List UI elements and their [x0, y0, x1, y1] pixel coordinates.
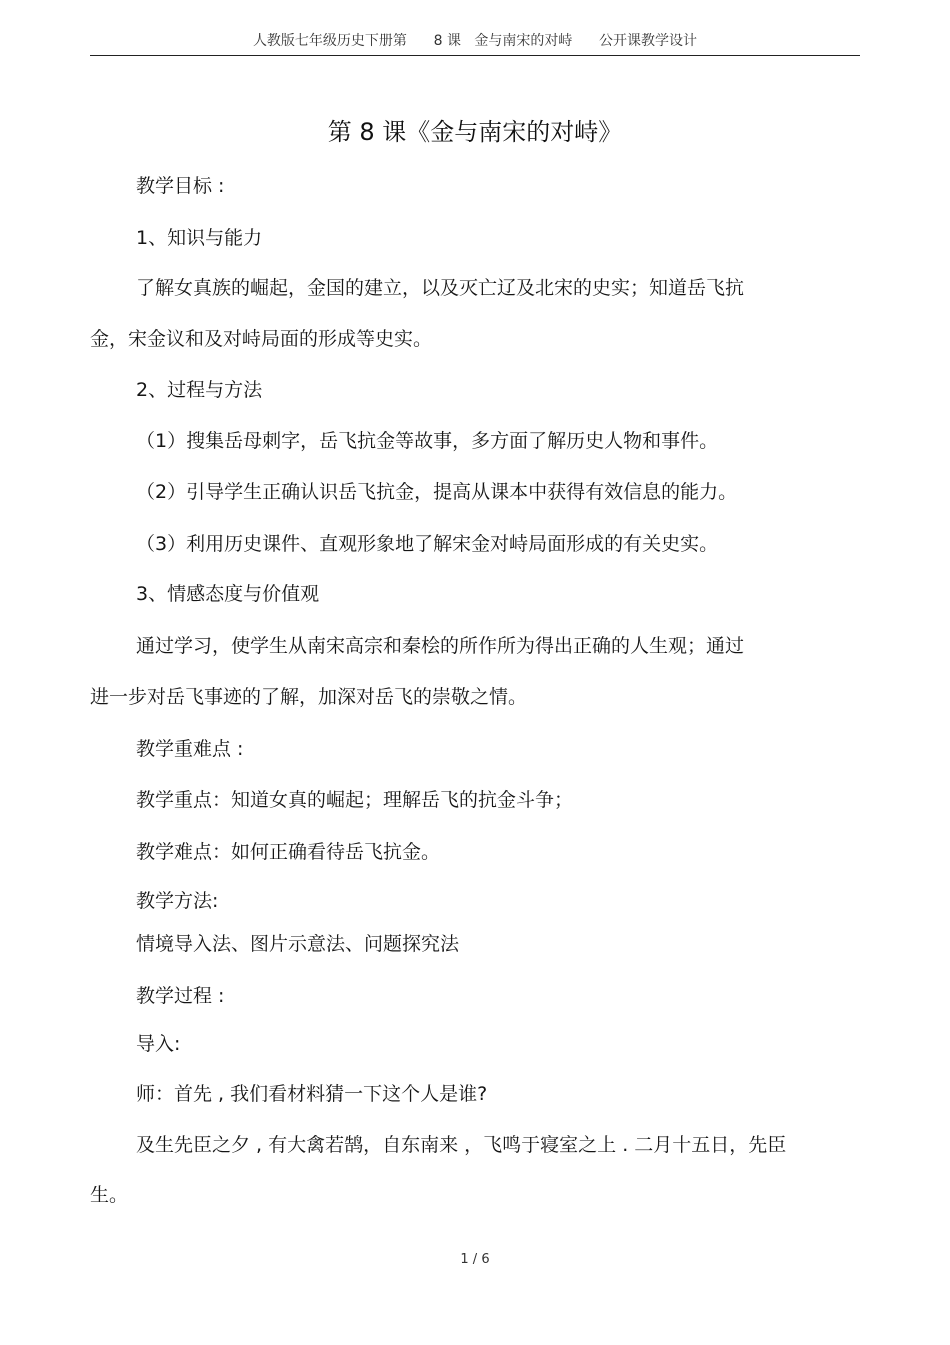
paragraph-line: 了解女真族的崛起，金国的建立，以及灭亡辽及北宋的史实；知道岳飞抗	[136, 277, 745, 299]
subheading-knowledge: 1、知识与能力	[136, 227, 263, 249]
running-header: 人教版七年级历史下册第 8 课 金与南宋的对峙 公开课教学设计	[252, 33, 698, 49]
document-title: 第 8 课《金与南宋的对峙》	[327, 118, 623, 146]
subheading-attitude: 3、情感态度与价值观	[136, 583, 320, 605]
list-item: （2）引导学生正确认识岳飞抗金，提高从课本中获得有效信息的能力。	[136, 481, 738, 503]
paragraph-line: 情境导入法、图片示意法、问题探究法	[136, 933, 460, 955]
paragraph-line: 金，宋金议和及对峙局面的形成等史实。	[90, 328, 433, 350]
section-heading-process: 教学过程 :	[136, 985, 225, 1007]
subheading-intro: 导入:	[136, 1033, 181, 1055]
paragraph-line: 通过学习，使学生从南宋高宗和秦桧的所作所为得出正确的人生观；通过	[136, 635, 745, 657]
header-divider	[90, 55, 860, 56]
section-heading-key-points: 教学重难点 :	[136, 738, 244, 760]
paragraph-line: 教学难点：如何正确看待岳飞抗金。	[136, 841, 441, 863]
subheading-process: 2、过程与方法	[136, 379, 263, 401]
quote-line: 及生先臣之夕 , 有大禽若鹄，自东南来 ，飞鸣于寝室之上 . 二月十五日，先臣	[136, 1134, 787, 1156]
paragraph-line: 师：首先 , 我们看材料猜一下这个人是谁?	[136, 1083, 488, 1105]
section-heading-objectives: 教学目标 :	[136, 175, 225, 197]
page-number: 1 / 6	[460, 1252, 490, 1267]
list-item: （1）搜集岳母刺字，岳飞抗金等故事，多方面了解历史人物和事件。	[136, 430, 719, 452]
section-heading-methods: 教学方法:	[136, 890, 219, 912]
quote-line: 生。	[90, 1184, 129, 1206]
paragraph-line: 教学重点：知道女真的崛起；理解岳飞的抗金斗争；	[136, 789, 574, 811]
list-item: （3）利用历史课件、直观形象地了解宋金对峙局面形成的有关史实。	[136, 533, 719, 555]
paragraph-line: 进一步对岳飞事迹的了解，加深对岳飞的崇敬之情。	[90, 686, 528, 708]
